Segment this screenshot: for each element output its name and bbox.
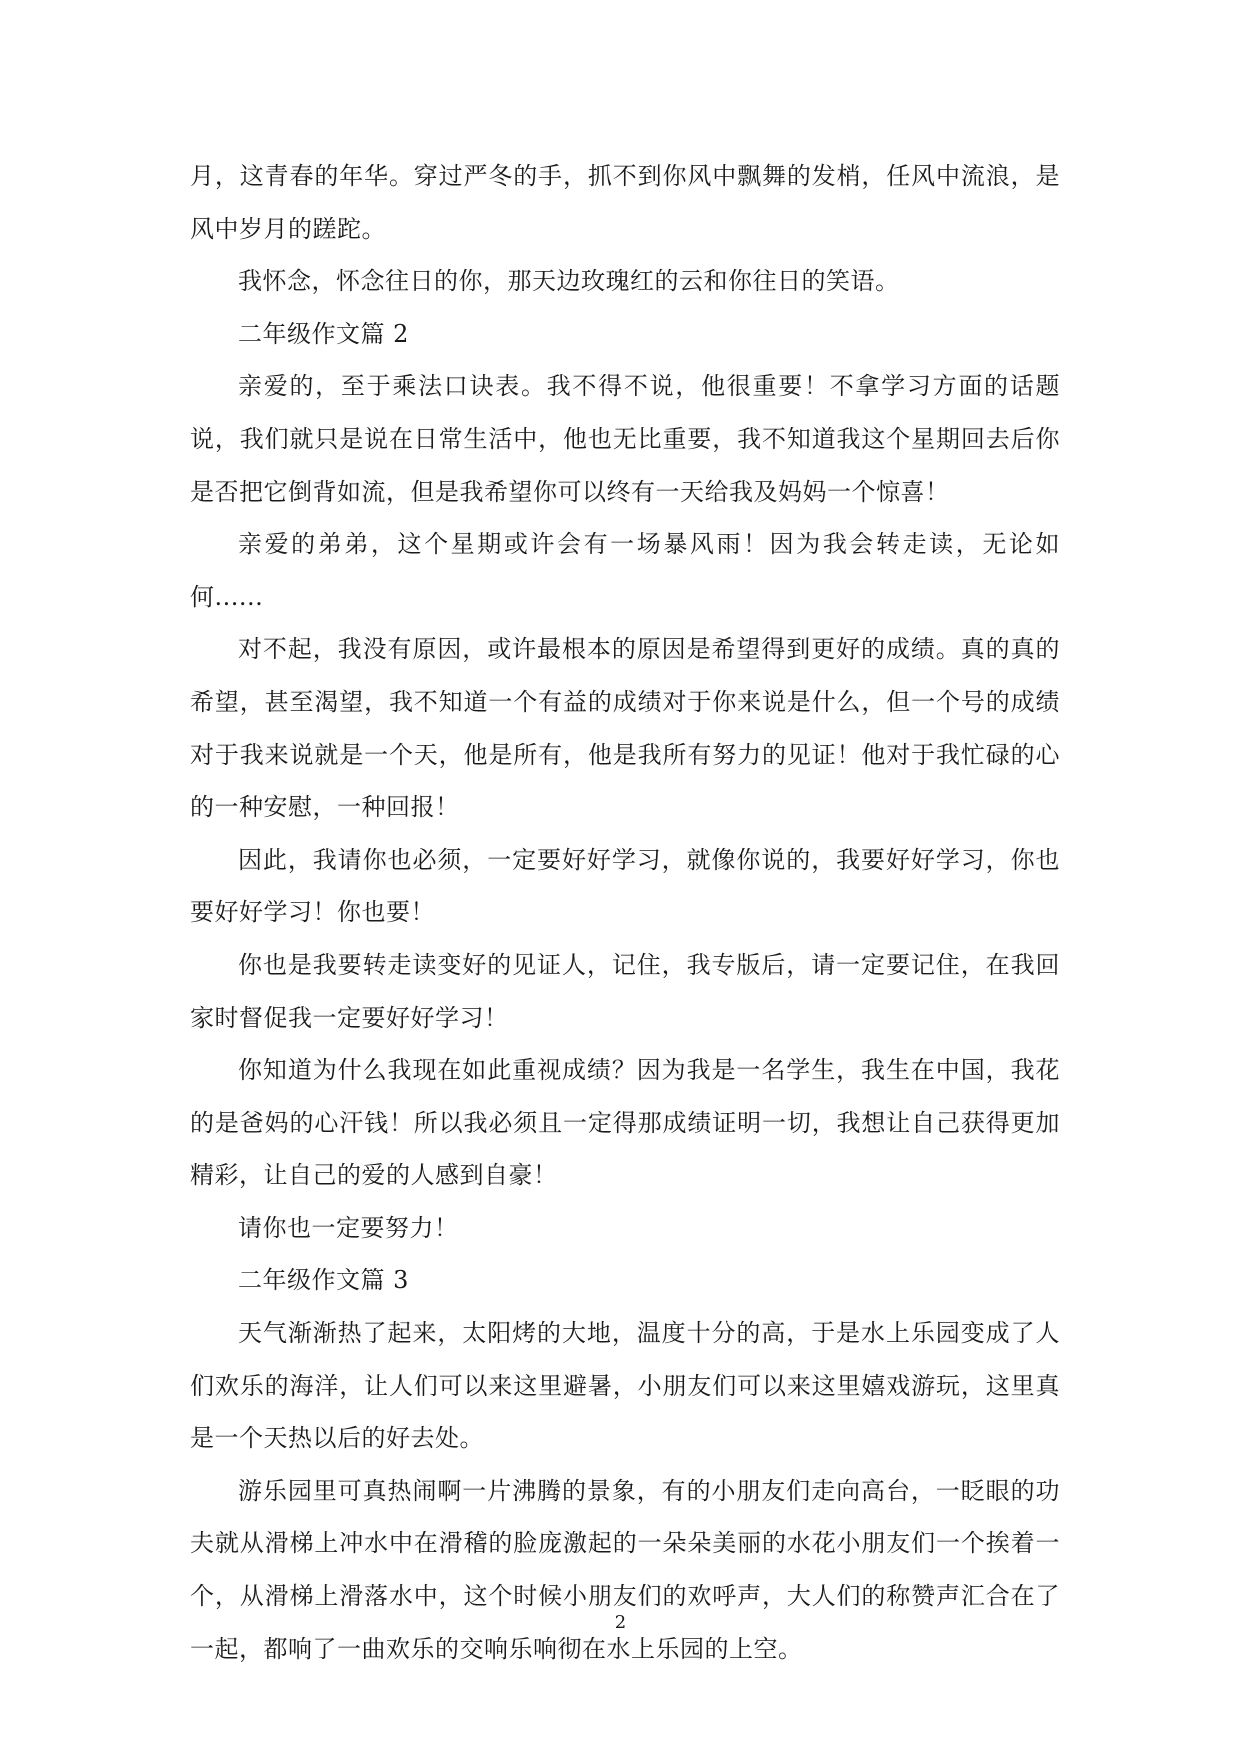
page-number: 2 xyxy=(614,1612,627,1633)
paragraph: 你知道为什么我现在如此重视成绩？因为我是一名学生，我生在中国，我花的是爸妈的心汗钱！所以我必须且一定得那成绩证明一切，我想让自己获得更加精彩，让自己的爱的人感到自豪！ xyxy=(190,1056,1060,1190)
paragraph: 月，这青春的年华。穿过严冬的手，抓不到你风中飘舞的发梢，任风中流浪，是风中岁月的蹉跎。 xyxy=(190,162,1060,243)
paragraph: 我怀念，怀念往日的你，那天边玫瑰红的云和你往日的笑语。 xyxy=(238,267,900,296)
paragraph: 亲爱的弟弟，这个星期或许会有一场暴风雨！因为我会转走读，无论如何...... xyxy=(190,530,1060,611)
paragraph: 因此，我请你也必须，一定要好好学习，就像你说的，我要好好学习，你也要好好学习！你也要！ xyxy=(190,845,1060,927)
paragraph: 你也是我要转走读变好的见证人，记住，我专版后，请一定要记住，在我回家时督促我一定要好好学习！ xyxy=(190,950,1060,1032)
section-heading: 二年级作文篇 3 xyxy=(238,1266,409,1295)
body-text xyxy=(190,150,1060,1675)
paragraph: 天气渐渐热了起来，太阳烤的大地，温度十分的高，于是水上乐园变成了人们欢乐的海洋，让人们可以来这里避暑，小朋友们可以来这里嬉戏游玩，这里真是一个天热以后的好去处。 xyxy=(190,1319,1060,1453)
paragraph: 亲爱的，至于乘法口诀表。我不得不说，他很重要！不拿学习方面的话题说，我们就只是说在日常生活中，他也无比重要，我不知道我这个星期回去后你是否把它倒背如流，但是我希望你可以终有一天给我及妈妈一个惊喜！ xyxy=(190,372,1060,506)
section-heading: 二年级作文篇 2 xyxy=(238,319,409,348)
paragraph: 对不起，我没有原因，或许最根本的原因是希望得到更好的成绩。真的真的希望，甚至渴望，我不知道一个有益的成绩对于你来说是什么，但一个号的成绩对于我来说就是一个天，他是所有，他是我所有努力的见证！他对于我忙碌的心的一种安慰，一种回报！ xyxy=(190,635,1060,822)
paragraph: 游乐园里可真热闹啊一片沸腾的景象，有的小朋友们走向高台，一眨眼的功夫就从滑梯上冲水中在滑稽的脸庞激起的一朵朵美丽的水花小朋友们一个挨着一个，从滑梯上滑落水中，这个时候小朋友们的欢呼声，大人们的称赞声汇合在了一起，都响了一曲欢乐的交响乐响彻在水上乐园的上空。 xyxy=(190,1476,1060,1663)
paragraph: 请你也一定要努力！ xyxy=(238,1213,459,1242)
